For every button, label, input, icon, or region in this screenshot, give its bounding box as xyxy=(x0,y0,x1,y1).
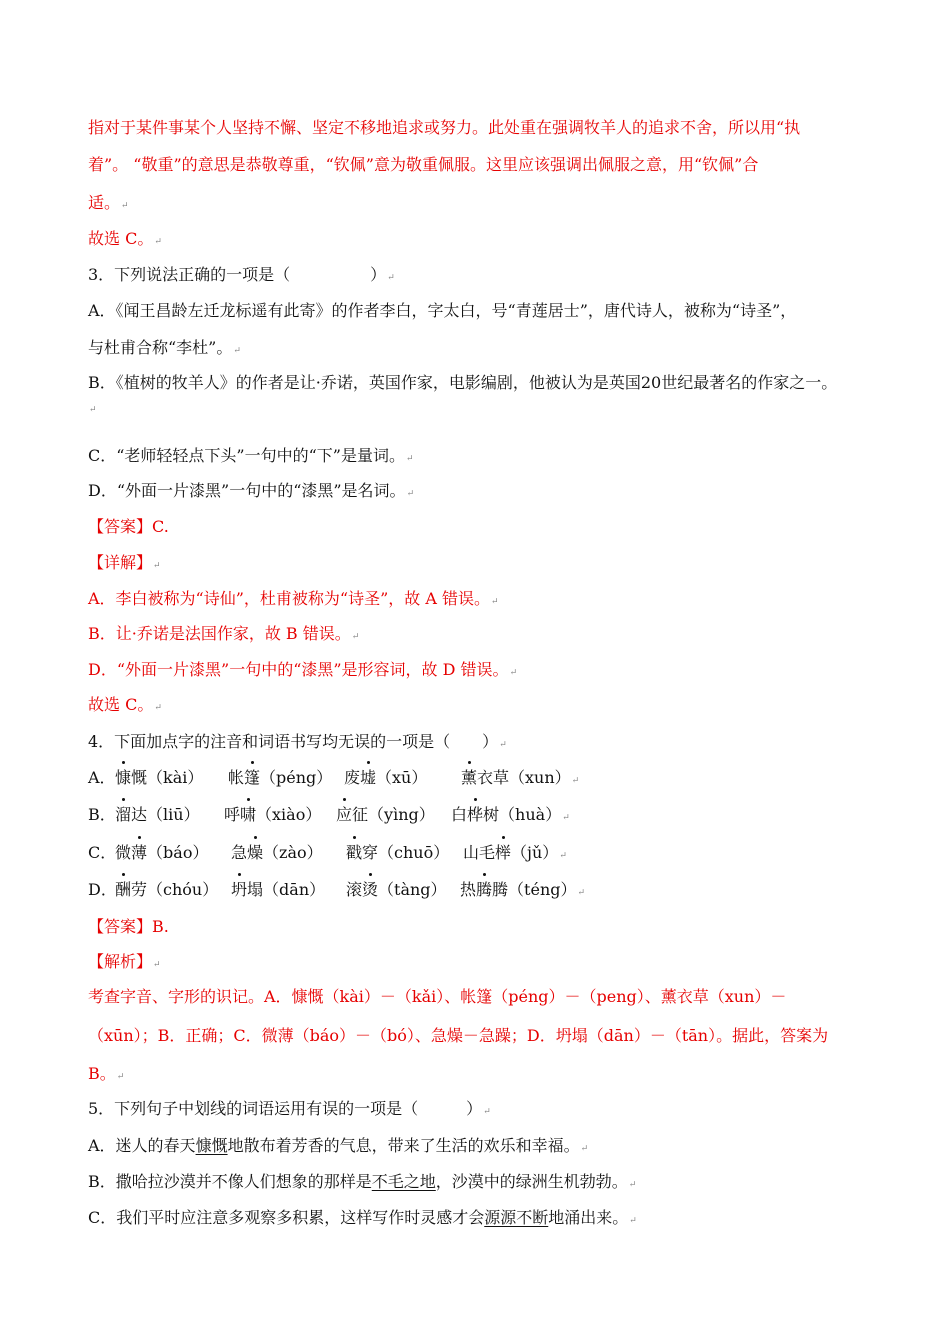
q4-c-word-4: 山毛榉（jǔ）↵ xyxy=(463,841,567,868)
q4-c-word-3: 戳穿（chuō） xyxy=(346,841,449,865)
q5-option-b: B．撒哈拉沙漠并不像人们想象的那样是不毛之地，沙漠中的绿洲生机勃勃。↵ xyxy=(88,1172,637,1191)
q4-d-word-2: 坍塌（dān） xyxy=(231,878,325,902)
q3-detail-label: 【详解】↵ xyxy=(88,553,161,572)
q3-option-d: D．“外面一片漆黑”一句中的“漆黑”是名词。↵ xyxy=(88,481,415,500)
q4-c-word-2: 急燥（zào） xyxy=(231,841,323,865)
q3-option-b: B．《植树的牧羊人》的作者是让·乔诺，英国作家，电影编剧，他被认为是英国20世纪最著名的作家之一。 xyxy=(88,373,838,392)
q4-option-c: C． 微薄（báo） 急燥（zào） 戳穿（chuō） 山毛榉（jǔ）↵ xyxy=(88,841,116,865)
q5-a-underlined: 慷慨 xyxy=(195,1136,228,1155)
q4-analysis-line-1: 考查字音、字形的识记。A．慷慨（kài）－（kǎi）、帐篷（péng）－（peng）、薰衣草（xun）－ xyxy=(88,987,787,1006)
q5-option-c: C．我们平时应注意多观察多积累，这样写作时灵感才会源源不断地涌出来。↵ xyxy=(88,1208,637,1227)
q3-option-b-return: ↵ xyxy=(89,405,97,415)
q4-b-word-1: 溜达（liū） xyxy=(115,803,200,827)
q5-option-a: A．迷人的春天慷慨地散布着芳香的气息，带来了生活的欢乐和幸福。↵ xyxy=(88,1136,589,1155)
q3-detail-a: A．李白被称为“诗仙”，杜甫被称为“诗圣”，故 A 错误。↵ xyxy=(88,589,499,608)
q3-detail-d: D．“外面一片漆黑”一句中的“漆黑”是形容词，故 D 错误。↵ xyxy=(88,660,518,679)
q4-stem: 4．下面加点字的注音和词语书写均无误的一项是（ ）↵ xyxy=(88,732,507,751)
q4-b-word-3: 应征（yìng） xyxy=(336,803,435,827)
q2-explanation-line-2: 着”。 “敬重”的意思是恭敬尊重，“钦佩”意为敬重佩服。这里应该强调出佩服之意，用“钦佩”合 xyxy=(88,155,759,174)
q4-d-word-4: 热腾腾（téng）↵ xyxy=(460,878,585,905)
q4-a-word-2: 帐篷（péng） xyxy=(228,766,332,790)
q3-option-a-line-2: 与杜甫合称“李杜”。↵ xyxy=(88,338,241,357)
q2-conclusion: 故选 C。↵ xyxy=(88,229,162,248)
q4-d-word-3: 滚烫（tàng） xyxy=(346,878,447,902)
q4-a-word-3: 废墟（xū） xyxy=(344,766,427,790)
q4-a-word-1: 慷慨（kài） xyxy=(115,766,203,790)
q5-b-underlined: 不毛之地 xyxy=(371,1172,436,1191)
q3-stem: 3．下列说法正确的一项是（ ）↵ xyxy=(88,265,395,284)
q3-option-c: C．“老师轻轻点下头”一句中的“下”是量词。↵ xyxy=(88,446,414,465)
q2-explanation-line-3: 适。↵ xyxy=(88,193,129,212)
q5-stem: 5．下列句子中划线的词语运用有误的一项是（ ）↵ xyxy=(88,1099,491,1118)
q4-option-b: B． 溜达（liū） 呼啸（xiào） 应征（yìng） 白桦树（huà）↵ xyxy=(88,803,116,827)
q3-conclusion: 故选 C。↵ xyxy=(88,695,162,714)
q3-option-a-line-1: A．《闻王昌龄左迁龙标遥有此寄》的作者李白，字太白，号“青莲居士”，唐代诗人，被称为“诗圣”， xyxy=(88,301,797,320)
q3-detail-b: B．让·乔诺是法国作家，故 B 错误。↵ xyxy=(88,624,360,643)
q4-b-word-4: 白桦树（huà）↵ xyxy=(451,803,570,830)
q4-c-word-1: 微薄（báo） xyxy=(115,841,208,865)
q4-analysis-line-2: （xūn）；B．正确；C．微薄（báo）－（bó）、急燥－急躁；D．坍塌（dān）－（tān）。据此，答案为 xyxy=(88,1026,829,1045)
q3-answer: 【答案】C. xyxy=(88,517,169,536)
q4-a-word-4: 薰衣草（xun）↵ xyxy=(461,766,579,793)
q2-explanation-line-1: 指对于某件事某个人坚持不懈、坚定不移地追求或努力。此处重在强调牧羊人的追求不舍，所以用“执 xyxy=(88,118,801,137)
q4-d-word-1: 酬劳（chóu） xyxy=(115,878,218,902)
q4-analysis-label: 【解析】↵ xyxy=(88,952,161,971)
q4-answer: 【答案】B. xyxy=(88,917,169,936)
q4-option-d: D． 酬劳（chóu） 坍塌（dān） 滚烫（tàng） 热腾腾（téng）↵ xyxy=(88,878,117,902)
q5-c-underlined: 源源不断 xyxy=(484,1208,549,1227)
q4-option-a: A． 慷慨（kài） 帐篷（péng） 废墟（xū） 薰衣草（xun）↵ xyxy=(88,766,116,790)
q4-analysis-line-3: B。↵ xyxy=(88,1064,125,1083)
q4-b-word-2: 呼啸（xiào） xyxy=(224,803,321,827)
